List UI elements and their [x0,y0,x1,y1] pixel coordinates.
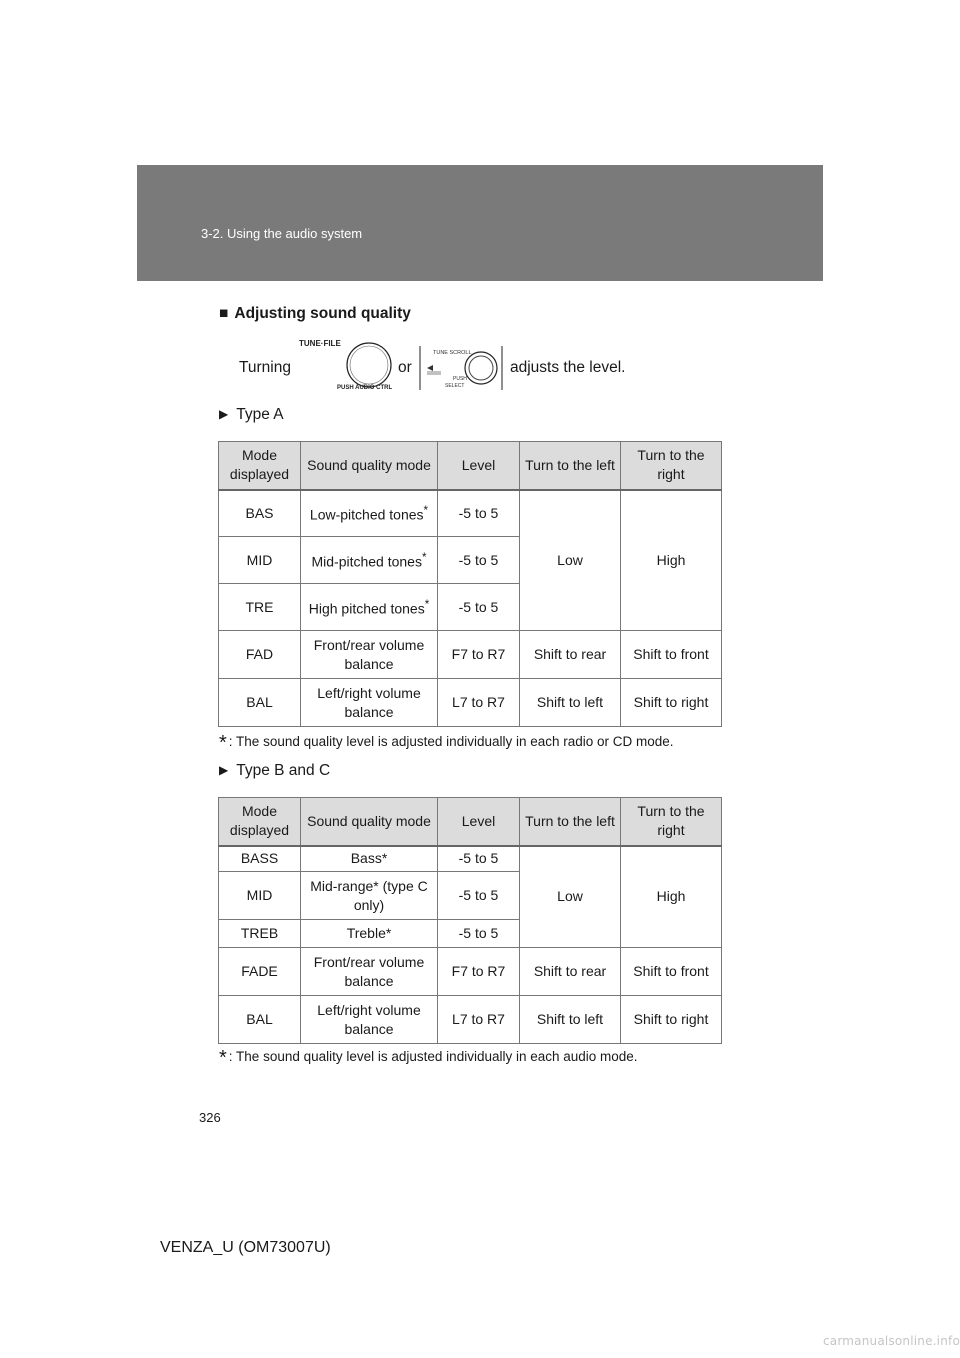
footnote-text: : The sound quality level is adjusted individually in each audio mode. [228,1049,638,1064]
level-cell: L7 to R7 [438,679,520,727]
quality-text: Mid-pitched tones [311,553,422,570]
mode-cell: FAD [219,631,301,679]
asterisk: * [424,598,430,612]
table-header-row [219,798,722,846]
header-band [137,165,823,281]
mode-cell: TRE [219,584,301,631]
turn-left-cell: Shift to rear [520,631,621,679]
level-cell: -5 to 5 [438,537,520,584]
quality-cell: Mid-range* (type C only) [301,872,438,920]
type-bc-footnote [219,1044,638,1067]
footnote-asterisk: * [219,1047,227,1069]
mode-cell: BASS [219,846,301,872]
type-a-footnote [219,729,674,752]
type-bc-label [219,762,330,780]
heading-bullet: ■ [219,305,229,322]
table-header-cell: Sound quality mode [301,442,438,490]
table-header-cell: Turn to the left [520,442,621,490]
turning-suffix: adjusts the level. [510,359,626,376]
tune-scroll-knob-icon [419,346,503,390]
table-header-row [219,442,722,490]
turn-left-cell: Low [520,846,621,948]
quality-cell: Left/right volume balance [301,679,438,727]
level-cell: -5 to 5 [438,584,520,631]
document-code: VENZA_U (OM73007U) [160,1239,331,1256]
quality-cell [301,537,438,584]
knob1-bottom-label: PUSH AUDIO CTRL [337,385,393,391]
table-header-cell: Level [438,442,520,490]
quality-text: High pitched tones [308,600,425,617]
asterisk: * [423,504,429,518]
page-number: 326 [199,1110,221,1125]
level-cell: -5 to 5 [438,920,520,948]
section-heading [219,305,411,323]
mode-cell: FADE [219,948,301,996]
quality-cell [301,490,438,537]
type-bc-table [218,797,722,1044]
table-row [219,631,722,679]
type-bc-text: Type B and C [236,762,331,779]
asterisk: * [421,551,427,565]
table-row [219,679,722,727]
table-header-cell: Sound quality mode [301,798,438,846]
footnote-asterisk: * [219,732,227,754]
turning-connector: or [398,359,412,376]
level-cell: L7 to R7 [438,996,520,1044]
table-header-cell: Turn to the left [520,798,621,846]
mode-cell: TREB [219,920,301,948]
type-a-label [219,406,284,424]
type-a-text: Type A [236,406,284,423]
level-cell: -5 to 5 [438,872,520,920]
table-row [219,948,722,996]
turn-left-cell: Shift to left [520,996,621,1044]
turn-right-cell: High [621,846,722,948]
table-row [219,490,722,537]
level-cell: F7 to R7 [438,631,520,679]
table-header-cell: Turn to the right [621,798,722,846]
section-title: 3-2. Using the audio system [201,226,363,241]
table-header-cell: Turn to the right [621,442,722,490]
heading-title: Adjusting sound quality [234,305,411,322]
table-header-cell: Level [438,798,520,846]
turn-right-cell: High [621,490,722,631]
type-a-table [218,441,722,727]
turn-right-cell: Shift to right [621,679,722,727]
turn-left-cell: Shift to left [520,679,621,727]
table-header-cell: Mode displayed [219,798,301,846]
turn-right-cell: Shift to front [621,948,722,996]
mode-cell: BAL [219,679,301,727]
watermark: carmanualsonline.info [823,1334,960,1348]
mode-cell: MID [219,872,301,920]
mode-cell: BAS [219,490,301,537]
level-cell: F7 to R7 [438,948,520,996]
level-cell: -5 to 5 [438,490,520,537]
table-row [219,996,722,1044]
turn-left-cell: Shift to rear [520,948,621,996]
quality-cell: Bass* [301,846,438,872]
knob2-push-label: PUSH [453,376,467,382]
quality-text: Low-pitched tones [309,507,424,524]
mode-cell: BAL [219,996,301,1044]
turn-right-cell: Shift to front [621,631,722,679]
mode-cell: MID [219,537,301,584]
arrow-right-icon: ▶ [219,407,229,421]
knob1-top-label: TUNE·FILE [299,339,341,348]
turning-instruction [239,338,759,392]
level-cell: -5 to 5 [438,846,520,872]
arrow-right-icon: ▶ [219,763,229,777]
table-row [219,846,722,872]
quality-cell: Front/rear volume balance [301,631,438,679]
quality-cell: Treble* [301,920,438,948]
quality-cell: Left/right volume balance [301,996,438,1044]
table-header-cell: Mode displayed [219,442,301,490]
turn-left-cell: Low [520,490,621,631]
turning-prefix: Turning [239,359,291,376]
quality-cell [301,584,438,631]
knob2-top-label: TUNE SCROLL [433,350,472,356]
footnote-text: : The sound quality level is adjusted individually in each radio or CD mode. [228,734,674,749]
quality-cell: Front/rear volume balance [301,948,438,996]
tune-file-knob-icon [299,338,395,392]
turn-right-cell: Shift to right [621,996,722,1044]
knob2-select-label: SELECT [445,383,465,389]
